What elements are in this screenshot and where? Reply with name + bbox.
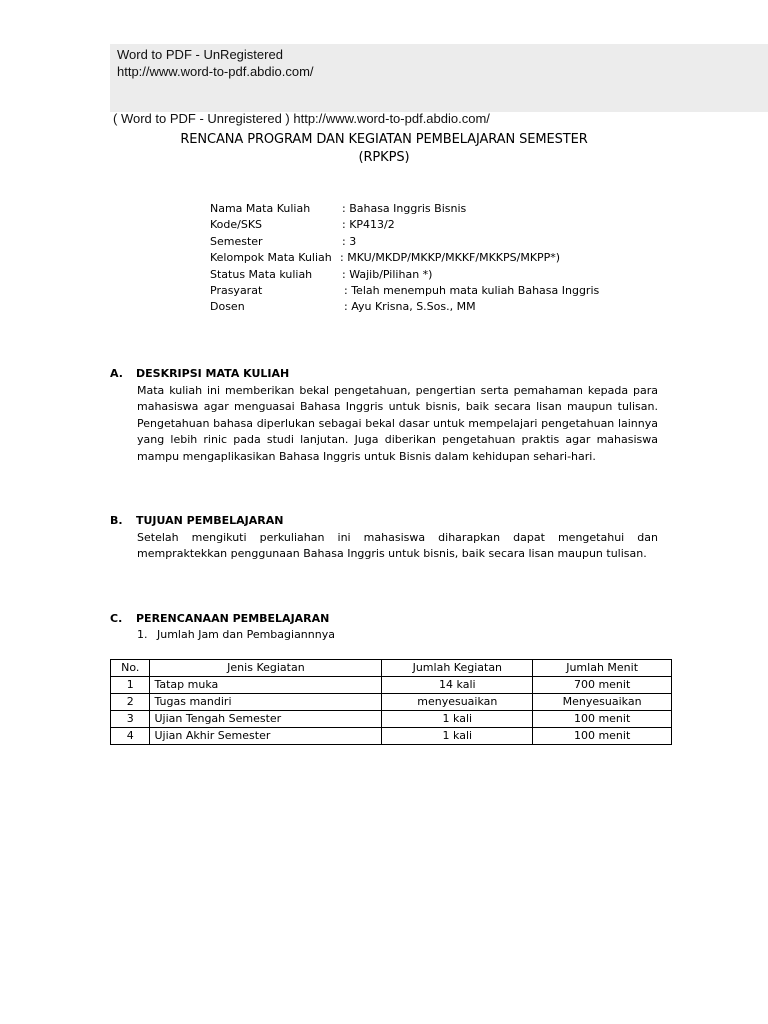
cell-jenis: Tatap muka	[150, 677, 382, 694]
section-title: DESKRIPSI MATA KULIAH	[136, 367, 290, 380]
cell-no: 4	[111, 728, 150, 745]
cell-jumlah-menit: Menyesuaikan	[533, 694, 672, 711]
section-b-text: Setelah mengikuti perkuliahan ini mahasiswa diharapkan dapat mengetahui dan mempraktekkan penggunaan Bahasa Inggris untuk bisnis, baik secara lisan maupun tulisan.	[137, 531, 658, 561]
cell-jenis: Tugas mandiri	[150, 694, 382, 711]
cell-no: 3	[111, 711, 150, 728]
info-label: Prasyarat	[210, 283, 263, 297]
item-label: Jumlah Jam dan Pembagiannnya	[157, 628, 335, 641]
column-header-jenis: Jenis Kegiatan	[150, 660, 382, 677]
watermark-line-2: http://www.word-to-pdf.abdio.com/	[117, 64, 314, 79]
section-c-item-1	[137, 628, 335, 641]
info-value: : MKU/MKDP/MKKP/MKKF/MKKPS/MKPP*)	[340, 251, 561, 265]
info-value: : Wajib/Pilihan *)	[342, 267, 433, 281]
info-value: : Telah menempuh mata kuliah Bahasa Inggris	[344, 283, 600, 297]
cell-jenis: Ujian Tengah Semester	[150, 711, 382, 728]
section-letter: A.	[110, 367, 123, 380]
section-letter: C.	[110, 612, 123, 625]
cell-jumlah-kegiatan: 14 kali	[382, 677, 533, 694]
table-row	[111, 694, 672, 711]
table-row	[111, 677, 672, 694]
cell-jumlah-menit: 100 menit	[533, 711, 672, 728]
cell-jumlah-kegiatan: 1 kali	[382, 728, 533, 745]
watermark-line-3: ( Word to PDF - Unregistered ) http://www.word-to-pdf.abdio.com/	[113, 111, 490, 126]
section-title: TUJUAN PEMBELAJARAN	[136, 514, 284, 527]
info-label: Nama Mata Kuliah	[210, 202, 311, 215]
section-c-heading	[110, 612, 329, 625]
activity-table	[110, 659, 672, 745]
column-header-jumlah-kegiatan: Jumlah Kegiatan	[382, 660, 533, 677]
watermark-line-1: Word to PDF - UnRegistered	[117, 47, 283, 62]
section-a-heading	[110, 367, 289, 380]
info-label: Kelompok Mata Kuliah	[210, 251, 332, 265]
section-b-heading	[110, 514, 283, 527]
document-subtitle: (RPKPS)	[358, 150, 410, 165]
section-a-text: Mata kuliah ini memberikan bekal pengetahuan, pengertian serta pemahaman kepada para mahasiswa agar menguasai Bahasa Inggris untuk bisnis, baik secara lisan maupun tulisan. Pengetahuan bahasa diperlukan sebagai bekal dasar untuk mempelajari pengetahuan lainnya yang lebih rinic pada studi lanjutan. Juga diberikan pengetahuan praktis agar mahasiswa mampu mengaplikasikan Bahasa Inggris untuk Bisnis dalam kehidupan sehari-hari.	[137, 384, 658, 463]
info-value: : Bahasa Inggris Bisnis	[342, 202, 467, 215]
table-header-row	[111, 660, 672, 677]
cell-no: 1	[111, 677, 150, 694]
column-header-jumlah-menit: Jumlah Menit	[533, 660, 672, 677]
info-label: Semester	[210, 234, 263, 248]
column-header-no: No.	[111, 660, 150, 677]
item-number: 1.	[137, 628, 148, 641]
info-label: Status Mata kuliah	[210, 267, 313, 281]
section-title: PERENCANAAN PEMBELAJARAN	[136, 612, 330, 625]
cell-no: 2	[111, 694, 150, 711]
info-value: : KP413/2	[342, 218, 395, 232]
cell-jumlah-menit: 100 menit	[533, 728, 672, 745]
info-label: Kode/SKS	[210, 218, 263, 232]
section-letter: B.	[110, 514, 123, 527]
cell-jumlah-kegiatan: 1 kali	[382, 711, 533, 728]
cell-jumlah-kegiatan: menyesuaikan	[382, 694, 533, 711]
cell-jumlah-menit: 700 menit	[533, 677, 672, 694]
cell-jenis: Ujian Akhir Semester	[150, 728, 382, 745]
info-value: : Ayu Krisna, S.Sos., MM	[344, 300, 476, 314]
table-row	[111, 728, 672, 745]
table-row	[111, 711, 672, 728]
info-value: : 3	[342, 234, 357, 248]
info-label: Dosen	[210, 300, 245, 314]
document-title: RENCANA PROGRAM DAN KEGIATAN PEMBELAJARAN SEMESTER	[180, 132, 588, 147]
